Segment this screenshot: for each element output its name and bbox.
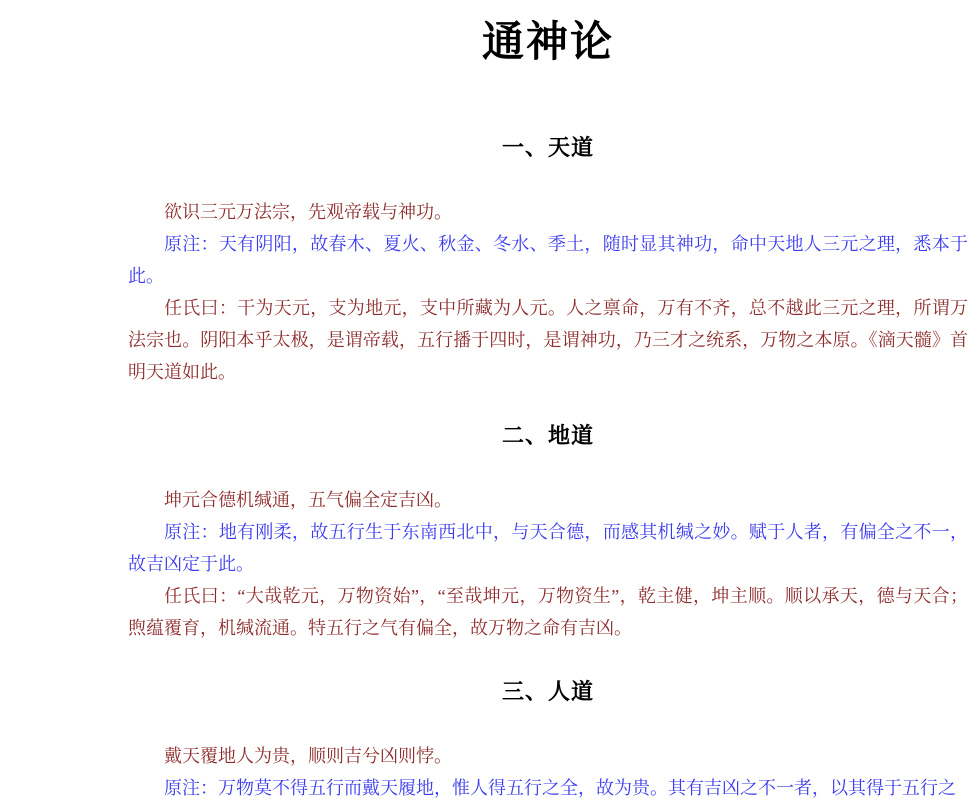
commentary-paragraph: 任氏曰：干为天元，支为地元，支中所藏为人元。人之禀命，万有不齐，总不越此三元之理，所谓万法宗也。阴阳本乎太极，是谓帝载，五行播于四时，是谓神功，乃三才之统系，万物之本原。《滴天髓》首明天道如此。 (128, 298, 968, 382)
section-heading: 一、天道 (501, 135, 594, 160)
section-heading: 二、地道 (501, 423, 594, 448)
verse-paragraph: 坤元合德机缄通，五气偏全定吉凶。 (164, 490, 452, 510)
original-note-paragraph: 原注：万物莫不得五行而戴天履地，惟人得五行之全，故为贵。其有吉凶之不一者，以其得于五行之 (164, 778, 956, 798)
verse-paragraph: 戴天覆地人为贵，顺则吉兮凶则悖。 (164, 746, 452, 766)
section-di-dao (128, 420, 968, 644)
section-ren-dao (128, 676, 968, 804)
text-column (128, 0, 968, 804)
section-heading: 三、人道 (501, 679, 594, 704)
original-note-paragraph: 原注：地有刚柔，故五行生于东南西北中，与天合德，而感其机缄之妙。赋于人者，有偏全之不一，故吉凶定于此。 (128, 522, 968, 574)
commentary-paragraph: 任氏曰：“大哉乾元，万物资始”，“至哉坤元，万物资生”，乾主健，坤主顺。顺以承天，德与天合；煦蕴覆育，机缄流通。特五行之气有偏全，故万物之命有吉凶。 (128, 586, 968, 638)
section-tian-dao (128, 132, 968, 388)
original-note-paragraph: 原注：天有阴阳，故春木、夏火、秋金、冬水、季土，随时显其神功，命中天地人三元之理，悉本于此。 (128, 234, 968, 286)
verse-paragraph: 欲识三元万法宗，先观帝载与神功。 (164, 202, 452, 222)
document-title: 通神论 (481, 20, 614, 66)
